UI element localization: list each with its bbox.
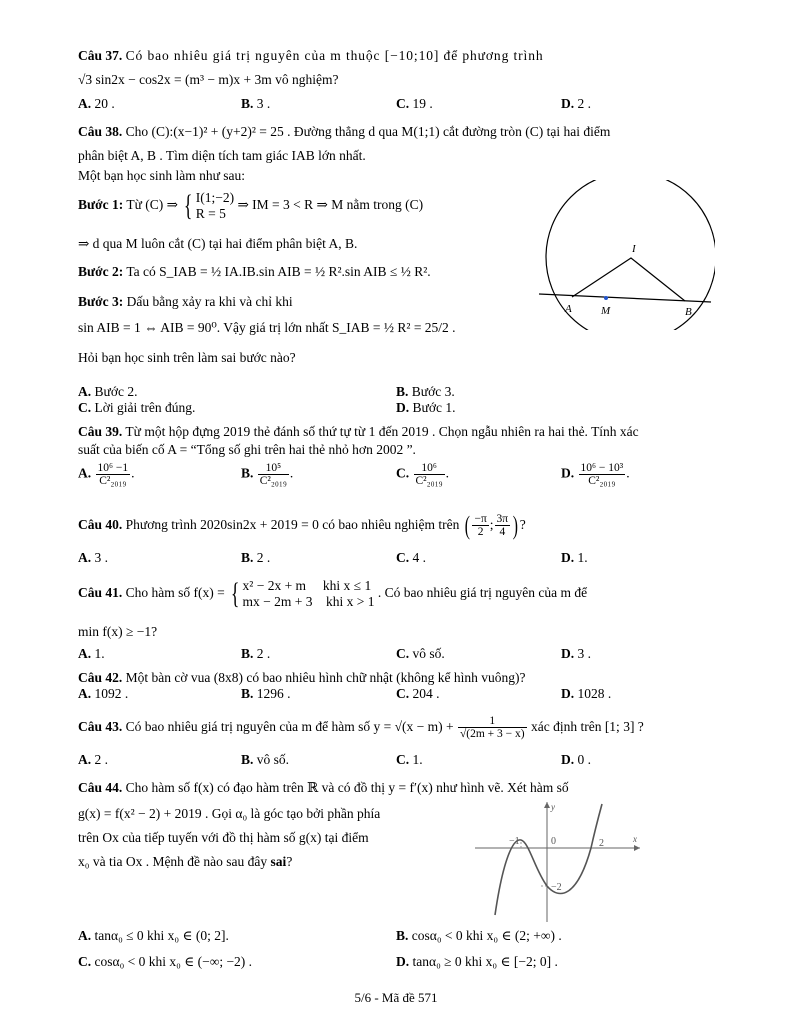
- q39-c-letter: C.: [396, 465, 410, 481]
- q39-b-letter: B.: [241, 465, 254, 481]
- q43-label: Câu 43.: [78, 719, 123, 734]
- q40-a-den: 2: [477, 526, 484, 539]
- q38-option-c: C. Lời giải trên đúng.: [78, 400, 196, 415]
- q39-a-letter: A.: [78, 465, 92, 481]
- circle-figure: [535, 180, 715, 330]
- q38-step2: [78, 264, 431, 280]
- q41-line1: [78, 578, 587, 610]
- q39-text: Từ một hộp đựng 2019 thẻ đánh số thứ tự từ 1 đến 2019 . Chọn ngẫu nhiên ra hai thẻ. Tính xác: [125, 424, 639, 439]
- q39-d-frac: [579, 462, 626, 487]
- line-d: [539, 294, 711, 302]
- q39-b-frac: [258, 462, 289, 487]
- label-two: 2: [599, 838, 604, 849]
- label-a: A: [565, 303, 572, 315]
- label-zero: 0: [551, 836, 556, 847]
- q41-option-a: A. 1.: [78, 646, 105, 661]
- q39-option-c: C. $\frac{\text{10⁶}}{\text{C²₂₀₁₉}}$ .: [396, 462, 450, 487]
- label-m2: −2: [551, 882, 562, 893]
- q39-d-letter: D.: [561, 465, 575, 481]
- q40-option-c: C. 4 .: [396, 550, 426, 565]
- q41-option-b: B. 2 .: [241, 646, 271, 661]
- q40-b-den: 4: [499, 526, 506, 539]
- label-i: I: [632, 243, 636, 255]
- paren-close: ): [512, 510, 519, 540]
- q43-num: 1: [458, 715, 527, 728]
- q42-option-a: A. 1092 .: [78, 686, 129, 701]
- q38-text: Cho (C):(x−1)² + (y+2)² = 25 . Đường thẳng d qua M(1;1) cắt đường tròn (C) tại hai điểm: [125, 124, 611, 139]
- x-arrow: [634, 845, 640, 851]
- label-x: x: [633, 834, 637, 844]
- q39-option-b: B. $\frac{\text{10⁵}}{\text{C²₂₀₁₉}}$ .: [241, 462, 294, 487]
- q42-option-b: B. 1296 .: [241, 686, 291, 701]
- q39-c-den: C²₂₀₁₉: [415, 475, 443, 487]
- q38-line3: Một bạn học sinh làm như sau:: [78, 168, 246, 183]
- q38-option-b: B. Bước 3.: [396, 384, 455, 399]
- q42-text: Một bàn cờ vua (8x8) có bao nhiêu hình chữ nhật (không kể hình vuông)?: [125, 670, 526, 685]
- q40-option-d: D. 1.: [561, 550, 588, 565]
- page-footer: 5/6 - Mã đề 571: [354, 990, 438, 1005]
- q40-label: Câu 40.: [78, 517, 123, 532]
- q40-frac-a: [472, 513, 488, 538]
- q38-step2-label: Bước 2:: [78, 264, 124, 279]
- label-m: M: [601, 305, 611, 317]
- q43-den: √(2m + 3 − x): [459, 728, 525, 741]
- q37-line1: [78, 48, 544, 64]
- q38-sys2: R = 5: [195, 206, 226, 221]
- q44-option-b: B. cosα₀ < 0 khi x₀ ∈ (2; +∞) .: [396, 928, 562, 943]
- q40-line: Câu 40. Phương trình 2020sin2x + 2019 = 0 có bao nhiêu nghiệm trên ( $\frac{-\pi}{2}$ ; $\frac{3\pi}{4}$ ) ?: [78, 510, 526, 540]
- q42-line: [78, 670, 526, 686]
- q42-option-d: D. 1028 .: [561, 686, 612, 701]
- q37-text: Có bao nhiêu giá trị nguyên của m thuộc [−10;10] để phương trình: [125, 48, 544, 63]
- paren-open: (: [464, 510, 470, 540]
- q38-step3-b: sin AIB = 1 ⇔ AIB = 90⁰. Vậy giá trị lớn nhất S_IAB = ½ R² = 25/2 .: [78, 320, 456, 335]
- q44-text: Cho hàm số f(x) có đạo hàm trên ℝ và có đồ thị y = f′(x) như hình vẽ. Xét hàm số: [125, 780, 569, 795]
- q40-option-a: A. 3 .: [78, 550, 108, 565]
- q38-line1: [78, 124, 610, 140]
- label-b: B: [685, 306, 692, 318]
- q40-option-b: B. 2 .: [241, 550, 271, 565]
- point-m: [604, 296, 608, 300]
- q41-text-a: Cho hàm số f(x) =: [125, 585, 225, 601]
- q38-system: [196, 190, 234, 222]
- q39-c-frac: [414, 462, 445, 487]
- q39-line1: [78, 424, 639, 440]
- q44-label: Câu 44.: [78, 780, 123, 795]
- q44-line1: [78, 780, 569, 796]
- q44-option-a: A. tanα₀ ≤ 0 khi x₀ ∈ (0; 2].: [78, 928, 229, 943]
- q40-text: Phương trình 2020sin2x + 2019 = 0 có bao nhiêu nghiệm trên: [125, 517, 460, 532]
- q38-step1-label: Bước 1:: [78, 197, 124, 213]
- q42-label: Câu 42.: [78, 670, 123, 685]
- q41-case2: mx − 2m + 3 khi x > 1: [242, 594, 375, 609]
- q38-sys1: I(1;−2): [195, 190, 235, 205]
- q44-line2: g(x) = f(x² − 2) + 2019 . Gọi α₀ là góc tạo bởi phần phía: [78, 806, 381, 821]
- q43-option-b: B. vô số.: [241, 752, 290, 767]
- derivative-graph: [475, 800, 650, 925]
- q39-b-den: C²₂₀₁₉: [259, 475, 287, 487]
- q37-label: Câu 37.: [78, 48, 123, 63]
- q38-label: Câu 38.: [78, 124, 123, 139]
- q38-step3: [78, 294, 293, 310]
- q38-step1-a: Từ (C) ⇒: [126, 197, 178, 213]
- q44-line4b: sai: [270, 854, 287, 869]
- q38-step3-a: Dấu bằng xảy ra khi và chỉ khi: [126, 294, 293, 309]
- q39-a-num: 10⁶ −1: [97, 462, 129, 474]
- q44-line4c: ?: [286, 854, 293, 869]
- q41-option-d: D. 3 .: [561, 646, 591, 661]
- q39-c-num: 10⁶: [414, 462, 445, 475]
- q44-line3: trên Ox của tiếp tuyến với đồ thị hàm số g(x) tại điểm: [78, 830, 369, 845]
- q42-option-c: C. 204 .: [396, 686, 440, 701]
- q44-line4a: x₀ và tia Ox . Mệnh đề nào sau đây: [78, 854, 268, 869]
- q38-step3-label: Bước 3:: [78, 294, 124, 309]
- q41-option-c: C. vô số.: [396, 646, 445, 661]
- q40-frac-b: [495, 513, 511, 538]
- q44-option-c: C. cosα₀ < 0 khi x₀ ∈ (−∞; −2) .: [78, 954, 253, 969]
- y-arrow: [544, 802, 550, 808]
- label-m1: −1: [509, 836, 520, 847]
- q43-line: [78, 712, 644, 742]
- q40-a-num: −π: [474, 513, 487, 526]
- q38-question: Hỏi bạn học sinh trên làm sai bước nào?: [78, 350, 296, 365]
- q43-text-b: xác định trên [1; 3] ?: [530, 719, 644, 734]
- q37-option-c: C. 19 .: [396, 96, 433, 111]
- q38-step1: [78, 190, 423, 222]
- q41-system: [243, 578, 375, 610]
- brace: {: [231, 577, 240, 610]
- triangle-iab: [572, 258, 685, 301]
- q41-case1: x² − 2x + m khi x ≤ 1: [242, 578, 372, 593]
- q39-option-a: A. $\frac{\text{10⁶ −1}}{\text{C²₂₀₁₉}}$ .: [78, 462, 135, 487]
- q43-frac: [458, 715, 527, 740]
- q37-line2: √3 sin2x − cos2x = (m³ − m)x + 3m vô nghiệm?: [78, 72, 339, 87]
- brace: {: [184, 189, 193, 222]
- q44-option-d: D. tanα₀ ≥ 0 khi x₀ ∈ [−2; 0] .: [396, 954, 558, 969]
- q38-option-a: A. Bước 2.: [78, 384, 138, 399]
- q43-option-d: D. 0 .: [561, 752, 591, 767]
- q37-option-a: A. 20 .: [78, 96, 115, 111]
- q44-line4: [78, 854, 292, 870]
- q39-a-frac: [96, 462, 131, 487]
- q41-label: Câu 41.: [78, 585, 123, 601]
- q41-line2: min f(x) ≥ −1?: [78, 624, 158, 639]
- q37-option-b: B. 3 .: [241, 96, 271, 111]
- q39-label: Câu 39.: [78, 424, 123, 439]
- q41-text-b: . Có bao nhiêu giá trị nguyên của m để: [377, 585, 588, 601]
- q38-step2-text: Ta có S_IAB = ½ IA.IB.sin AIB = ½ R².sin AIB ≤ ½ R².: [126, 264, 431, 279]
- q38-step1-b: ⇒ IM = 3 < R ⇒ M nằm trong (C): [237, 197, 424, 213]
- q39-a-den: C²₂₀₁₉: [99, 475, 127, 487]
- q40-b-num: 3π: [496, 513, 509, 526]
- q43-option-c: C. 1.: [396, 752, 423, 767]
- q39-option-d: D. $\frac{\text{10⁶ − 10³}}{\text{C²₂₀₁₉}}$ .: [561, 462, 630, 487]
- q43-option-a: A. 2 .: [78, 752, 108, 767]
- q39-d-den: C²₂₀₁₉: [588, 475, 616, 487]
- q43-text-a: Có bao nhiêu giá trị nguyên của m để hàm số y = √(x − m) +: [125, 719, 454, 734]
- curve-f-prime: [495, 804, 602, 915]
- q39-b-num: 10⁵: [258, 462, 289, 475]
- q38-option-d: D. Bước 1.: [396, 400, 456, 415]
- q39-d-num: 10⁶ − 10³: [580, 462, 624, 474]
- q38-line2: phân biệt A, B . Tìm diện tích tam giác IAB lớn nhất.: [78, 148, 366, 163]
- q37-option-d: D. 2 .: [561, 96, 591, 111]
- label-y: y: [551, 802, 555, 812]
- q38-step1-c: ⇒ d qua M luôn cắt (C) tại hai điểm phân biệt A, B.: [78, 236, 358, 251]
- q39-line2: suất của biến cố A = “Tổng số ghi trên hai thẻ nhỏ hơn 2002 ”.: [78, 442, 416, 457]
